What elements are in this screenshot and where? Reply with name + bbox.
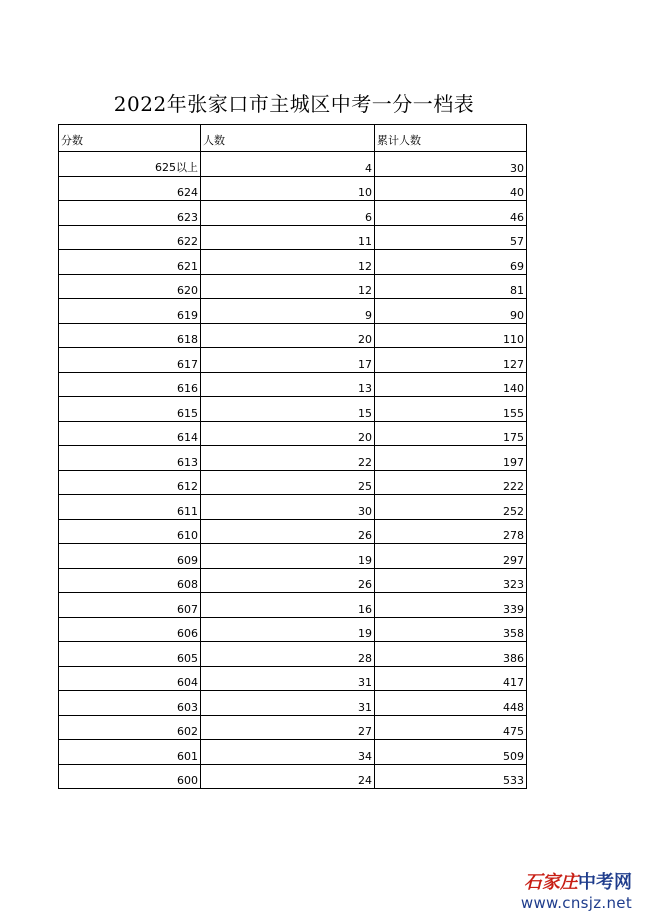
cell-count: 19: [201, 544, 375, 569]
cell-score: 622: [59, 225, 201, 250]
cell-cumulative: 81: [375, 274, 527, 299]
watermark-logo-calligraphy: 石家庄: [524, 872, 578, 893]
table-row: [59, 446, 527, 471]
cell-count: 11: [201, 225, 375, 250]
table-row: [59, 372, 527, 397]
cell-cumulative: 40: [375, 176, 527, 201]
score-table: [58, 124, 527, 789]
table-row: [59, 740, 527, 765]
cell-count: 20: [201, 421, 375, 446]
table-row: [59, 519, 527, 544]
cell-score: 601: [59, 740, 201, 765]
watermark-url: www.cnsjz.net: [520, 894, 632, 912]
cell-cumulative: 386: [375, 642, 527, 667]
table-row: [59, 715, 527, 740]
cell-score: 607: [59, 593, 201, 618]
column-header-score: 分数: [59, 125, 201, 152]
cell-count: 16: [201, 593, 375, 618]
table-row: [59, 152, 527, 177]
cell-score: 618: [59, 323, 201, 348]
cell-count: 6: [201, 201, 375, 226]
cell-cumulative: 358: [375, 617, 527, 642]
cell-count: 30: [201, 495, 375, 520]
table-row: [59, 323, 527, 348]
cell-cumulative: 533: [375, 764, 527, 789]
table-row: [59, 397, 527, 422]
cell-cumulative: 417: [375, 666, 527, 691]
cell-count: 34: [201, 740, 375, 765]
cell-count: 31: [201, 691, 375, 716]
table-row: [59, 642, 527, 667]
table-row: [59, 593, 527, 618]
table-row: [59, 299, 527, 324]
cell-cumulative: 110: [375, 323, 527, 348]
cell-score: 619: [59, 299, 201, 324]
cell-score: 610: [59, 519, 201, 544]
column-header-cumulative: 累计人数: [375, 125, 527, 152]
table-row: [59, 691, 527, 716]
cell-cumulative: 155: [375, 397, 527, 422]
table-row: [59, 201, 527, 226]
cell-cumulative: 175: [375, 421, 527, 446]
cell-score: 602: [59, 715, 201, 740]
cell-count: 31: [201, 666, 375, 691]
table-header-row: [59, 125, 527, 152]
cell-count: 12: [201, 274, 375, 299]
cell-cumulative: 30: [375, 152, 527, 177]
table-row: [59, 617, 527, 642]
cell-count: 26: [201, 519, 375, 544]
table-row: [59, 666, 527, 691]
table-row: [59, 764, 527, 789]
cell-count: 12: [201, 250, 375, 275]
cell-score: 625以上: [59, 152, 201, 177]
cell-count: 26: [201, 568, 375, 593]
column-header-count: 人数: [201, 125, 375, 152]
cell-score: 621: [59, 250, 201, 275]
cell-count: 10: [201, 176, 375, 201]
cell-cumulative: 127: [375, 348, 527, 373]
cell-cumulative: 69: [375, 250, 527, 275]
cell-cumulative: 140: [375, 372, 527, 397]
table-row: [59, 274, 527, 299]
cell-score: 604: [59, 666, 201, 691]
cell-score: 612: [59, 470, 201, 495]
table-row: [59, 176, 527, 201]
cell-cumulative: 197: [375, 446, 527, 471]
cell-score: 620: [59, 274, 201, 299]
cell-count: 22: [201, 446, 375, 471]
cell-score: 613: [59, 446, 201, 471]
cell-count: 4: [201, 152, 375, 177]
page-title: 2022年张家口市主城区中考一分一档表: [113, 92, 475, 116]
cell-cumulative: 46: [375, 201, 527, 226]
cell-count: 25: [201, 470, 375, 495]
cell-cumulative: 57: [375, 225, 527, 250]
cell-score: 600: [59, 764, 201, 789]
cell-count: 13: [201, 372, 375, 397]
cell-count: 20: [201, 323, 375, 348]
cell-score: 603: [59, 691, 201, 716]
table-body: [59, 152, 527, 789]
cell-score: 624: [59, 176, 201, 201]
cell-cumulative: 90: [375, 299, 527, 324]
cell-score: 608: [59, 568, 201, 593]
cell-count: 24: [201, 764, 375, 789]
table-row: [59, 225, 527, 250]
cell-cumulative: 278: [375, 519, 527, 544]
cell-count: 19: [201, 617, 375, 642]
table-row: [59, 421, 527, 446]
cell-score: 616: [59, 372, 201, 397]
site-watermark: [478, 868, 638, 916]
cell-cumulative: 475: [375, 715, 527, 740]
cell-cumulative: 448: [375, 691, 527, 716]
cell-score: 614: [59, 421, 201, 446]
cell-cumulative: 297: [375, 544, 527, 569]
cell-cumulative: 222: [375, 470, 527, 495]
watermark-brand-text: 中考网: [578, 872, 632, 893]
cell-count: 17: [201, 348, 375, 373]
table-row: [59, 568, 527, 593]
cell-cumulative: 509: [375, 740, 527, 765]
table-row: [59, 470, 527, 495]
table-row: [59, 495, 527, 520]
cell-count: 15: [201, 397, 375, 422]
cell-cumulative: 323: [375, 568, 527, 593]
cell-score: 615: [59, 397, 201, 422]
cell-score: 609: [59, 544, 201, 569]
cell-cumulative: 252: [375, 495, 527, 520]
cell-score: 617: [59, 348, 201, 373]
cell-count: 9: [201, 299, 375, 324]
cell-score: 606: [59, 617, 201, 642]
table-row: [59, 348, 527, 373]
table-row: [59, 544, 527, 569]
cell-score: 605: [59, 642, 201, 667]
cell-cumulative: 339: [375, 593, 527, 618]
cell-score: 611: [59, 495, 201, 520]
cell-count: 28: [201, 642, 375, 667]
cell-count: 27: [201, 715, 375, 740]
table-row: [59, 250, 527, 275]
watermark-brand: [524, 868, 632, 894]
cell-score: 623: [59, 201, 201, 226]
